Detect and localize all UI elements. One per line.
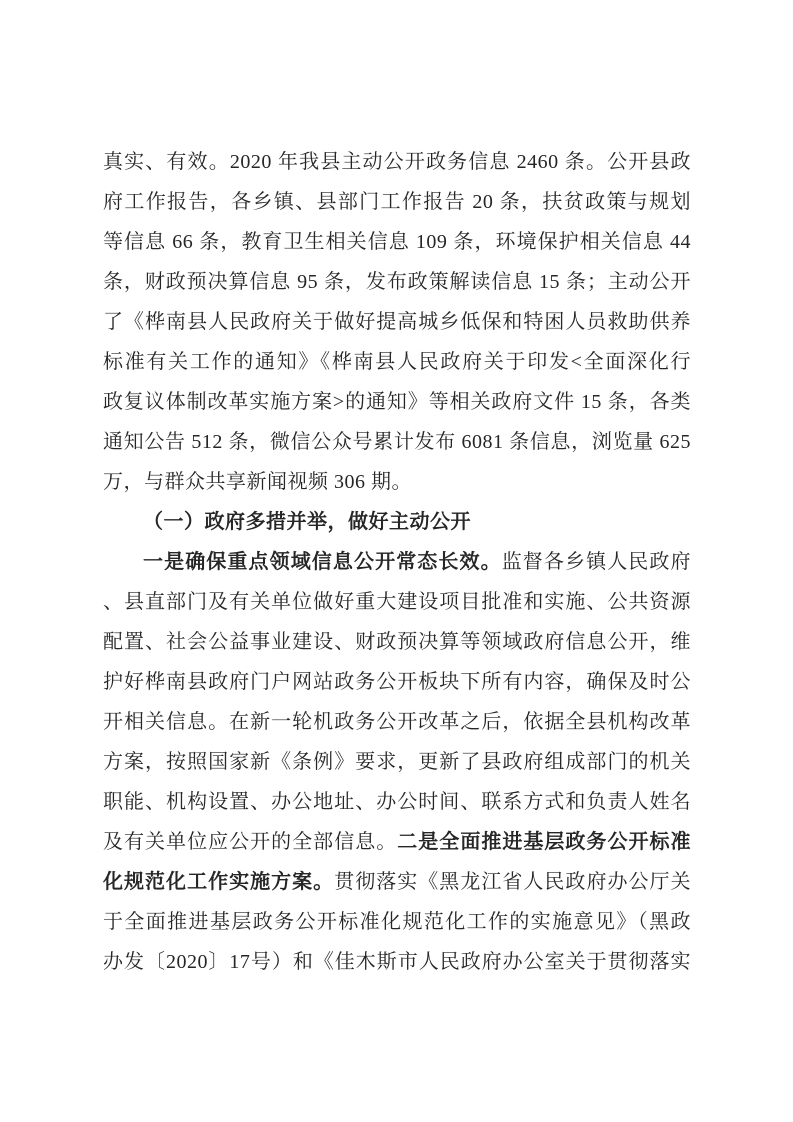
- text-line-19: [103, 862, 691, 902]
- text-segment: 贯彻落实《黑龙江省人民政府办公厅关: [334, 871, 691, 893]
- text-line-2: [103, 182, 691, 222]
- text-line-16: [103, 742, 691, 782]
- text-line-12: [103, 582, 691, 622]
- text-segment: 等信息 66 条，教育卫生相关信息 109 条，环境保护相关信息 44: [103, 231, 691, 253]
- text-line-5: [103, 302, 691, 342]
- text-line-11: [103, 542, 691, 582]
- text-segment: 于全面推进基层政务公开标准化规范化工作的实施意见》（黑政: [103, 911, 691, 933]
- bold-text-segment: 一是确保重点领域信息公开常态长效。: [143, 551, 502, 573]
- text-segment: 方案，按照国家新《条例》要求，更新了县政府组成部门的机关: [103, 751, 691, 773]
- text-line-7: [103, 382, 691, 422]
- text-segment: 万，与群众共享新闻视频 306 期。: [103, 471, 412, 493]
- text-segment: 府工作报告，各乡镇、县部门工作报告 20 条，扶贫政策与规划: [103, 191, 691, 213]
- text-line-10: [103, 502, 691, 542]
- bold-text-segment: （一）政府多措并举，做好主动公开: [143, 511, 471, 533]
- text-line-8: [103, 422, 691, 462]
- bold-text-segment: 二是全面推进基层政务公开标准: [397, 831, 691, 853]
- text-line-3: [103, 222, 691, 262]
- text-line-17: [103, 782, 691, 822]
- text-segment: 配置、社会公益事业建设、财政预决算等领域政府信息公开，维: [103, 631, 691, 653]
- text-line-20: [103, 902, 691, 942]
- document-body: [103, 142, 691, 982]
- text-segment: 真实、有效。2020 年我县主动公开政务信息 2460 条。公开县政: [103, 151, 691, 173]
- text-segment: 通知公告 512 条，微信公众号累计发布 6081 条信息，浏览量 625: [103, 431, 691, 453]
- text-segment: 政复议体制改革实施方案>的通知》等相关政府文件 15 条，各类: [103, 391, 691, 413]
- text-segment: 及有关单位应公开的全部信息。: [103, 831, 398, 853]
- text-segment: 、县直部门及有关单位做好重大建设项目批准和实施、公共资源: [103, 591, 691, 613]
- text-line-21: [103, 942, 691, 982]
- text-segment: 护好桦南县政府门户网站政务公开板块下所有内容，确保及时公: [103, 671, 691, 693]
- text-line-18: [103, 822, 691, 862]
- text-line-13: [103, 622, 691, 662]
- text-line-6: [103, 342, 691, 382]
- text-segment: 条，财政预决算信息 95 条，发布政策解读信息 15 条；主动公开: [103, 271, 691, 293]
- text-line-15: [103, 702, 691, 742]
- text-line-1: [103, 142, 691, 182]
- text-segment: 了《桦南县人民政府关于做好提高城乡低保和特困人员救助供养: [103, 311, 691, 333]
- text-segment: 办发〔2020〕17号）和《佳木斯市人民政府办公室关于贯彻落实: [103, 951, 691, 973]
- text-line-14: [103, 662, 691, 702]
- text-line-9: [103, 462, 691, 502]
- text-segment: 监督各乡镇人民政府: [501, 551, 691, 573]
- text-segment: 开相关信息。在新一轮机政务公开改革之后，依据全县机构改革: [103, 711, 691, 733]
- text-segment: 标准有关工作的通知》《桦南县人民政府关于印发<全面深化行: [103, 351, 691, 373]
- text-segment: 职能、机构设置、办公地址、办公时间、联系方式和负责人姓名: [103, 791, 691, 813]
- text-line-4: [103, 262, 691, 302]
- bold-text-segment: 化规范化工作实施方案。: [103, 871, 335, 893]
